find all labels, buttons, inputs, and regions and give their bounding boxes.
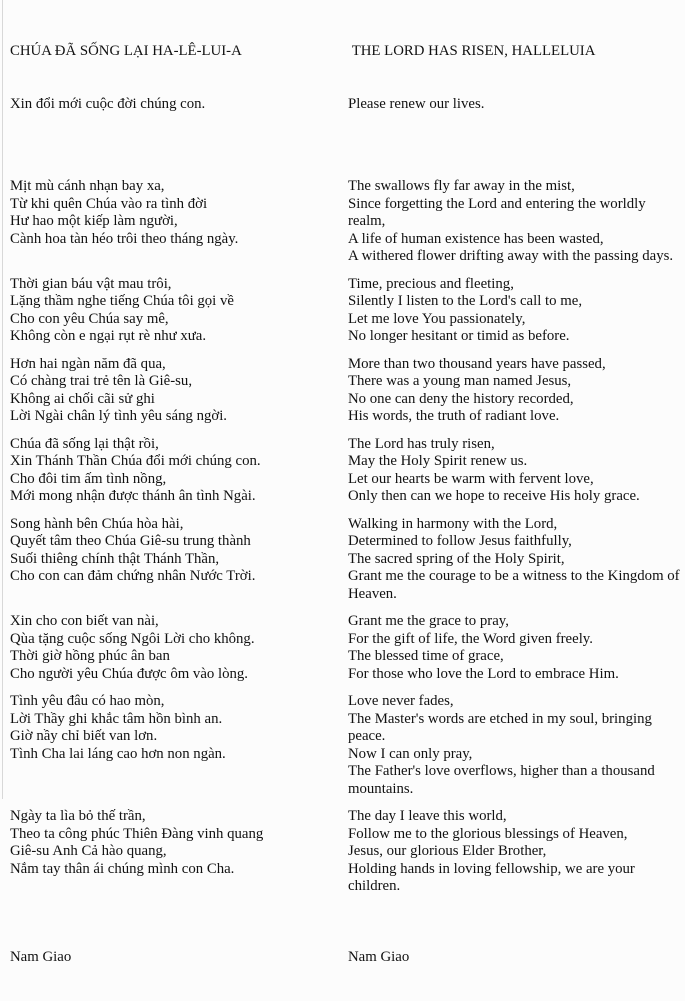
- stanza-row-7: [10, 693, 685, 798]
- stanza-8-en: [348, 808, 685, 896]
- page-left-edge-line: [2, 0, 3, 799]
- poem-line: Lặng thầm nghe tiếng Chúa tôi gọi về: [10, 293, 348, 311]
- poem-line: Walking in harmony with the Lord,: [348, 516, 685, 534]
- stanza-3-en: [348, 356, 685, 426]
- poem-line: Tình Cha lai láng cao hơn non ngàn.: [10, 746, 348, 764]
- poem-line: There was a young man named Jesus,: [348, 373, 685, 391]
- poem-line: Cho người yêu Chúa được ôm vào lòng.: [10, 666, 348, 684]
- title-vietnamese: CHÚA ĐÃ SỐNG LẠI HA-LÊ-LUI-A: [10, 43, 348, 61]
- poem-line: Cho con yêu Chúa say mê,: [10, 311, 348, 329]
- poem-line: Follow me to the glorious blessings of Heaven,: [348, 826, 685, 844]
- poem-line: For those who love the Lord to embrace Him.: [348, 666, 685, 684]
- poem-line: The Master's words are etched in my soul, bringing peace.: [348, 711, 685, 746]
- poem-line: Cho con can đảm chứng nhân Nước Trời.: [10, 568, 348, 586]
- poem-line: Giê-su Anh Cả hào quang,: [10, 843, 348, 861]
- poem-line: A life of human existence has been wasted,: [348, 231, 685, 249]
- stanza-row-6: [10, 613, 685, 683]
- stanza-7-en: [348, 693, 685, 798]
- poem-line: Let our hearts be warm with fervent love,: [348, 471, 685, 489]
- poem-line: Grant me the grace to pray,: [348, 613, 685, 631]
- poem-line: Determined to follow Jesus faithfully,: [348, 533, 685, 551]
- poem-line: Hơn hai ngàn năm đã qua,: [10, 356, 348, 374]
- poem-line: More than two thousand years have passed,: [348, 356, 685, 374]
- stanza-row-1: [10, 178, 685, 266]
- poem-line: Giờ nầy chỉ biết van lơn.: [10, 728, 348, 746]
- stanza-row-3: [10, 356, 685, 426]
- stanza-7-vi: [10, 693, 348, 763]
- poem-line: No longer hesitant or timid as before.: [348, 328, 685, 346]
- poem-line: Silently I listen to the Lord's call to me,: [348, 293, 685, 311]
- poem-line: Cành hoa tàn héo trôi theo tháng ngày.: [10, 231, 348, 249]
- title-block-english: [348, 8, 685, 148]
- stanza-row-4: [10, 436, 685, 506]
- poem-line: Không còn e ngại rụt rè như xưa.: [10, 328, 348, 346]
- poem-line: The day I leave this world,: [348, 808, 685, 826]
- poem-line: Let me love You passionately,: [348, 311, 685, 329]
- stanza-8-vi: [10, 808, 348, 878]
- poem-line: Cho đôi tim ấm tình nồng,: [10, 471, 348, 489]
- signature-row: [10, 914, 685, 1001]
- signature-block-vietnamese: [10, 914, 348, 1001]
- poem-line: The blessed time of grace,: [348, 648, 685, 666]
- stanza-3-vi: [10, 356, 348, 426]
- poem-line: May the Holy Spirit renew us.: [348, 453, 685, 471]
- poem-line: Grant me the courage to be a witness to the Kingdom of Heaven.: [348, 568, 685, 603]
- stanza-row-5: [10, 516, 685, 604]
- poem-line: Xin cho con biết van nài,: [10, 613, 348, 631]
- stanza-row-2: [10, 276, 685, 346]
- stanza-row-8: [10, 808, 685, 896]
- stanzas-container: [10, 178, 685, 896]
- poem-line: Lời Thầy ghi khắc tâm hồn bình an.: [10, 711, 348, 729]
- poem-line: Jesus, our glorious Elder Brother,: [348, 843, 685, 861]
- poem-line: Mới mong nhận được thánh ân tình Ngài.: [10, 488, 348, 506]
- stanza-1-en: [348, 178, 685, 266]
- stanza-1-vi: [10, 178, 348, 248]
- stanza-2-vi: [10, 276, 348, 346]
- poem-line: Time, precious and fleeting,: [348, 276, 685, 294]
- subtitle-english: Please renew our lives.: [348, 96, 685, 114]
- poem-line: Mịt mù cánh nhạn bay xa,: [10, 178, 348, 196]
- poem-line: Chúa đã sống lại thật rồi,: [10, 436, 348, 454]
- poem-line: His words, the truth of radiant love.: [348, 408, 685, 426]
- title-english: THE LORD HAS RISEN, HALLELUIA: [348, 43, 685, 61]
- signature-english: Nam Giao: [348, 949, 685, 967]
- stanza-6-en: [348, 613, 685, 683]
- poem-line: Suối thiêng chính thật Thánh Thần,: [10, 551, 348, 569]
- poem-line: Ngày ta lìa bỏ thế trần,: [10, 808, 348, 826]
- poem-line: Nắm tay thân ái chúng mình con Cha.: [10, 861, 348, 879]
- stanza-2-en: [348, 276, 685, 346]
- poem-line: No one can deny the history recorded,: [348, 391, 685, 409]
- poem-line: A withered flower drifting away with the passing days.: [348, 248, 685, 266]
- poem-line: Qùa tặng cuộc sống Ngôi Lời cho không.: [10, 631, 348, 649]
- poem-line: Thời gian báu vật mau trôi,: [10, 276, 348, 294]
- poem-line: Từ khi quên Chúa vào ra tình đời: [10, 196, 348, 214]
- poem-line: Song hành bên Chúa hòa hài,: [10, 516, 348, 534]
- stanza-4-vi: [10, 436, 348, 506]
- poem-line: Theo ta công phúc Thiên Đàng vinh quang: [10, 826, 348, 844]
- poem-line: The swallows fly far away in the mist,: [348, 178, 685, 196]
- stanza-5-en: [348, 516, 685, 604]
- poem-line: For the gift of life, the Word given freely.: [348, 631, 685, 649]
- poem-line: Có chàng trai trẻ tên là Giê-su,: [10, 373, 348, 391]
- poem-line: Hư hao một kiếp làm người,: [10, 213, 348, 231]
- stanza-6-vi: [10, 613, 348, 683]
- subtitle-vietnamese: Xin đổi mới cuộc đời chúng con.: [10, 96, 348, 114]
- poem-line: Thời giờ hồng phúc ân ban: [10, 648, 348, 666]
- poem-line: Holding hands in loving fellowship, we are your children.: [348, 861, 685, 896]
- stanza-4-en: [348, 436, 685, 506]
- signature-block-english: [348, 914, 685, 1001]
- poem-line: Now I can only pray,: [348, 746, 685, 764]
- poem-line: Only then can we hope to receive His holy grace.: [348, 488, 685, 506]
- poem-line: The sacred spring of the Holy Spirit,: [348, 551, 685, 569]
- signature-vietnamese: Nam Giao: [10, 949, 348, 967]
- poem-line: Không ai chối cãi sử ghi: [10, 391, 348, 409]
- title-row: [10, 8, 685, 148]
- poem-line: Quyết tâm theo Chúa Giê-su trung thành: [10, 533, 348, 551]
- poem-line: Since forgetting the Lord and entering the worldly realm,: [348, 196, 685, 231]
- title-block-vietnamese: [10, 8, 348, 148]
- poem-line: The Father's love overflows, higher than a thousand mountains.: [348, 763, 685, 798]
- stanza-5-vi: [10, 516, 348, 586]
- poem-line: The Lord has truly risen,: [348, 436, 685, 454]
- poem-line: Love never fades,: [348, 693, 685, 711]
- poem-line: Xin Thánh Thần Chúa đổi mới chúng con.: [10, 453, 348, 471]
- document-page: [10, 8, 685, 1001]
- poem-line: Lời Ngài chân lý tình yêu sáng ngời.: [10, 408, 348, 426]
- poem-line: Tình yêu đâu có hao mòn,: [10, 693, 348, 711]
